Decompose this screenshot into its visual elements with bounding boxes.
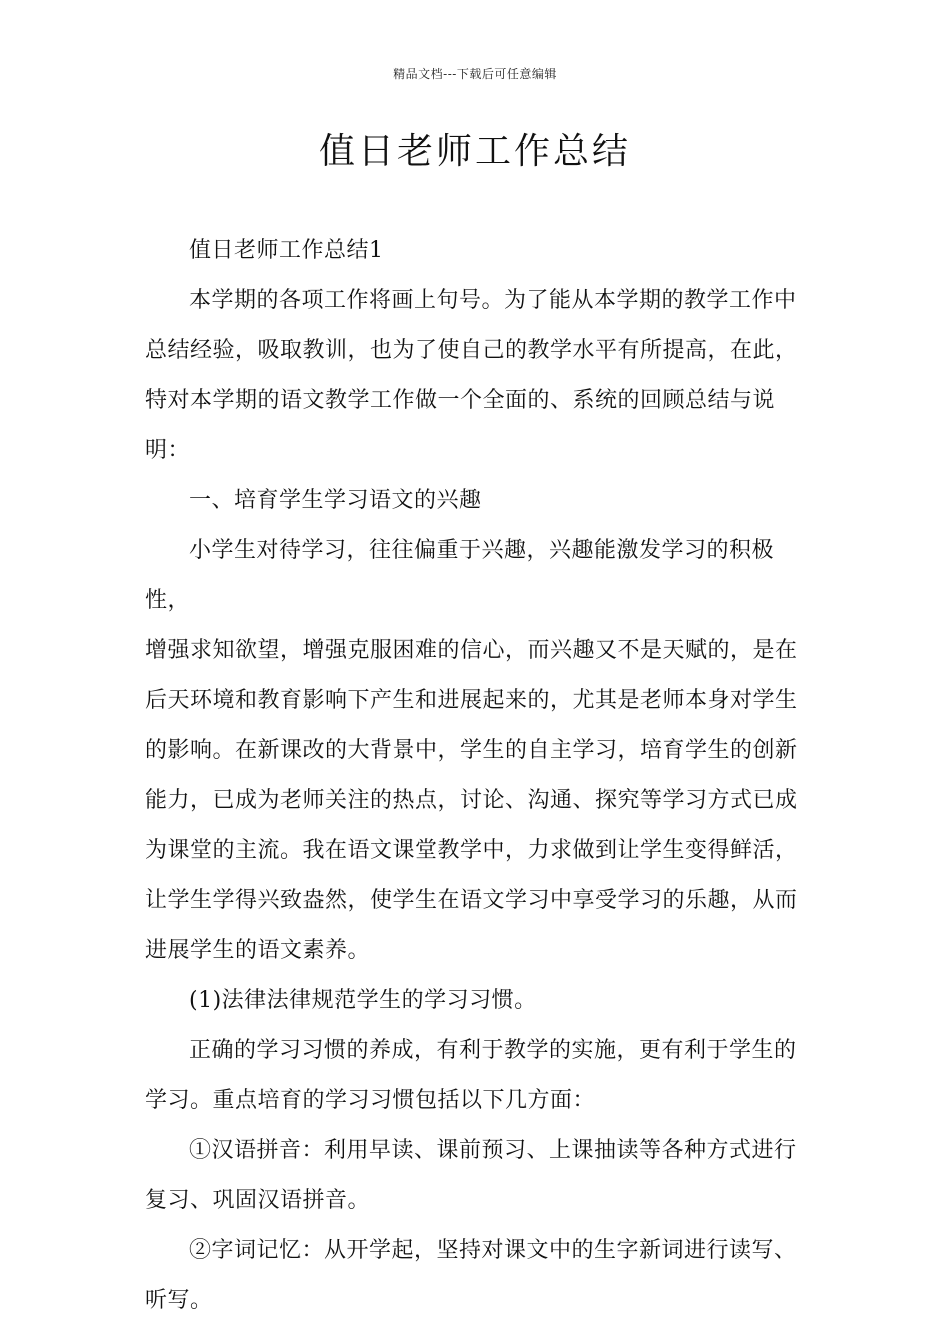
paragraph-line: 总结经验，吸取教训，也为了使自己的教学水平有所提高，在此， [145,338,798,363]
list-item-line: ①汉语拼音：利用早读、课前预习、上课抽读等各种方式进行 [189,1138,797,1163]
paragraph-line: 的影响。在新课改的大背景中，学生的自主学习，培育学生的创新 [145,738,798,763]
list-item-line: 复习、巩固汉语拼音。 [145,1188,371,1213]
list-item-line: 听写。 [145,1288,213,1313]
paragraph-line: 本学期的各项工作将画上句号。为了能从本学期的教学工作中 [189,288,797,313]
list-item-line: ②字词记忆：从开学起，坚持对课文中的生字新词进行读写、 [189,1238,797,1263]
paragraph-line: 能力，已成为老师关注的热点，讨论、沟通、探究等学习方式已成 [145,788,798,813]
paragraph-line: 正确的学习习惯的养成，有利于教学的实施，更有利于学生的 [189,1038,797,1063]
section-heading: 一、培育学生学习语文的兴趣 [189,488,482,513]
paragraph-line: 为课堂的主流。我在语文课堂教学中，力求做到让学生变得鲜活， [145,838,798,863]
paragraph-line: 小学生对待学习，往往偏重于兴趣，兴趣能激发学习的积极性， [145,538,775,613]
paragraph-line: 让学生学得兴致盎然，使学生在语文学习中享受学习的乐趣，从而 [145,888,798,913]
paragraph-line: 进展学生的语文素养。 [145,938,371,963]
page-header-note: 精品文档---下载后可任意编辑 [393,67,557,81]
paragraph-line: 后天环境和教育影响下产生和进展起来的，尤其是老师本身对学生 [145,688,798,713]
subsection-heading: (1)法律法律规范学生的学习习惯。 [189,988,537,1013]
document-title: 值日老师工作总结 [318,131,631,172]
section-heading: 值日老师工作总结1 [189,238,384,263]
paragraph-line: 特对本学期的语文教学工作做一个全面的、系统的回顾总结与说明： [145,388,776,463]
paragraph-line: 增强求知欲望，增强克服困难的信心，而兴趣又不是天赋的，是在 [145,638,798,663]
paragraph-line: 学习。重点培育的学习习惯包括以下几方面： [145,1088,596,1113]
document-body [145,226,815,1326]
